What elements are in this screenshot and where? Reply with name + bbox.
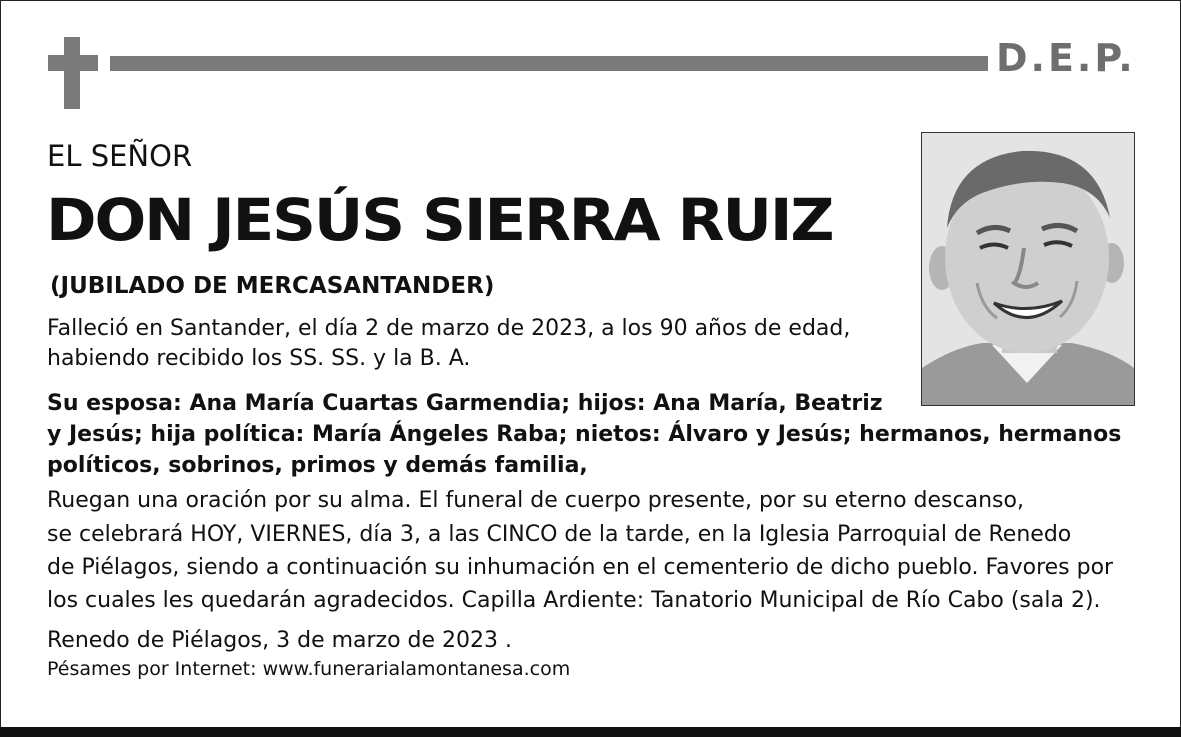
portrait-photo [921, 132, 1135, 406]
service-line-4: los cuales les quedarán agradecidos. Capilla Ardiente: Tanatorio Municipal de Río Cabo (sala 2). [47, 588, 1101, 613]
family-line-2: y Jesús; hija política: María Ángeles Raba; nietos: Álvaro y Jesús; hermanos, hermanos [47, 422, 1122, 447]
death-notice-line-1: Falleció en Santander, el día 2 de marzo de 2023, a los 90 años de edad, [47, 316, 851, 341]
deceased-name: DON JESÚS SIERRA RUIZ [46, 186, 833, 254]
honorific: EL SEÑOR [47, 139, 193, 173]
death-notice-line-2: habiendo recibido los SS. SS. y la B. A. [47, 346, 471, 371]
service-line-1: Ruegan una oración por su alma. El funeral de cuerpo presente, por su eterno descanso, [47, 488, 1024, 513]
family-line-3: políticos, sobrinos, primos y demás familia, [47, 453, 588, 478]
header-rule [110, 56, 988, 71]
occupation: (JUBILADO DE MERCASANTANDER) [50, 273, 495, 299]
bottom-rule [0, 727, 1181, 737]
service-line-3: de Piélagos, siendo a continuación su inhumación en el cementerio de dicho pueblo. Favores por [47, 555, 1114, 580]
cross-icon-vertical [64, 37, 80, 109]
service-line-2: se celebrará HOY, VIERNES, día 3, a las CINCO de la tarde, en la Iglesia Parroquial de Renedo [47, 522, 1072, 547]
cross-icon-horizontal [48, 55, 98, 71]
place-date: Renedo de Piélagos, 3 de marzo de 2023 . [47, 628, 513, 653]
dep-label: D.E.P. [996, 36, 1136, 80]
portrait-image [922, 133, 1134, 405]
family-line-1: Su esposa: Ana María Cuartas Garmendia; hijos: Ana María, Beatriz [47, 391, 883, 416]
condolences-line: Pésames por Internet: www.funerarialamontanesa.com [47, 658, 571, 680]
